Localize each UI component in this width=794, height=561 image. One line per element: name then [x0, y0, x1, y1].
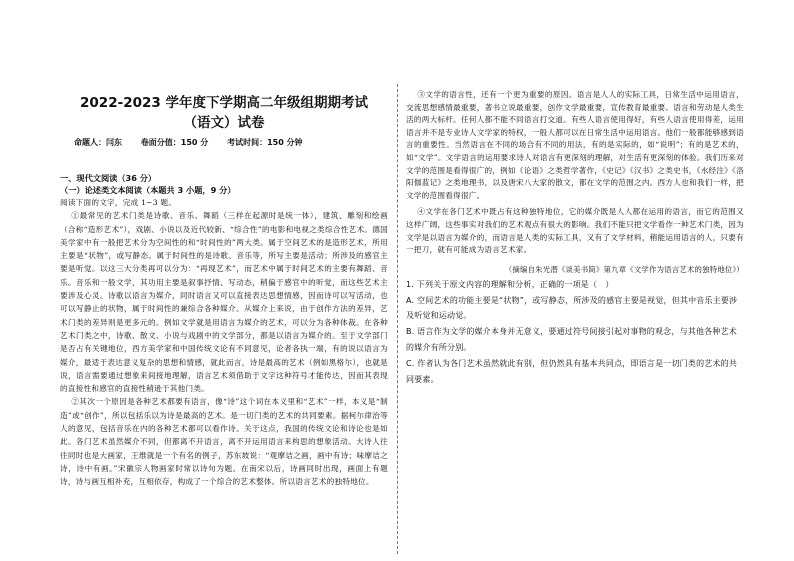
instruction-text: 阅读下面的文字，完成 1~3 题。: [60, 198, 177, 207]
question-1-option-c: C. 作者认为各门艺术虽然就此有别，但仍然具有基本共同点，即语言是一切门类的艺术的共同要素。: [406, 358, 738, 384]
full-score-label: 卷面分值：150 分: [140, 138, 209, 147]
exam-subtitle: （语文）试卷: [183, 115, 265, 131]
question-1-stem: 1. 下列关于原文内容的理解和分析，正确的一项是（ ）: [406, 279, 614, 289]
passage-paragraph-3: ③文学的语言性，还有一个更为重要的原因。语言是人人的实际工具，日常生活中运用语言，交流思想感情最重要，著书立说最重要，创作文学最重要，宣传教育最重要。语言和劳动是人类生活的两大标杆。任何人都不能不同语言打交道。有些人语言使用得好，有些人语言使用得差，运用语言并不是专业诗人文学家的特权，一般人都可以在日常生活中运用语言。他们一般都能够感到语言的重要性。当然语言在不同的场合有不同的用法，有的是实际的，如“说明”；有的是艺术的，如“文学”。文学语言的运用要求诗人对语言有更深刻的理解，对生活有更深刻的体验。我们历来对文学的范围是看得很广的，例如《论语》之类哲学著作，《史记》《汉书》之类史书，《水经注》《洛阳伽蓝记》之类地理书，以及唐宋八大家的散文，都在文学的范围之内。西方人也和我们一样，把文学的范围看得很广。: [406, 90, 744, 200]
question-1-option-a: A. 空间艺术的功能主要是“状物”，或写静态，所涉及的感官主要是视觉，但其中音乐主要涉及听觉和运动觉。: [406, 295, 738, 321]
right-column: [406, 89, 744, 387]
section-heading: 一、现代文阅读（36 分）: [60, 173, 157, 183]
left-column: [60, 89, 388, 489]
setter-label: 命题人：闫东: [74, 138, 122, 147]
column-divider: [397, 84, 398, 554]
exam-meta: [60, 136, 388, 150]
time-label: 考试时间：150 分钟: [227, 138, 303, 147]
sub-section-heading: （一）论述类文本阅读（本题共 3 小题，9 分）: [60, 185, 236, 195]
exam-title: 2022-2023 学年度下学期高二年级组期期考试: [80, 95, 368, 111]
passage-source: （摘编自朱光潜《谈美书简》第九章《文学作为语言艺术的独特地位》）: [504, 264, 744, 274]
passage-paragraph-2: ②其次一个原因是各种艺术都要有语言，像“诗”这个词在本义里和“艺术”一样，本义是“制造”或“创作”，所以包括乐以为诗是最高的艺术。是一切门类的艺术的共同要素。据柯尔律治等人的意见，包括音乐在内的各种艺术都可以看作诗。关于这点，我国的传统文论和诗论也是如此。各门艺术虽然媒介不同，但都离不开语言，离不开运用语言来构思的想象活动。大诗人往往同时也是大画家，王维就是一个有名的例子，苏东坡说：“观摩诘之画，画中有诗；味摩诘之诗，诗中有画。”宋徽宗人物画家时常以诗句为题。在南宋以后，诗画同时出现，画面上有题诗，诗与画互相补充，互相依存，构成了一个综合的艺术整体。所以语言艺术的独特地位。: [60, 397, 388, 487]
question-1-option-b: B. 语言作为文学的媒介本身并无意义，要通过符号间接引起对事物的观念，与其他各种艺术的媒介有所分别。: [406, 327, 737, 352]
passage-paragraph-4: ④文学在各门艺术中既占有这种独特地位，它的媒介既是人人都在运用的语言，而它的范围又这样广阔，这些事实对我们的艺术观点有很大的影响。我们不能只把文学看作一种艺术门类，因为文学是以语言为媒介的，而语言是人类的实际工具，又有了文学材料，稍能运用语言的人，只要有一把刀，就有可能成为语言艺术家。: [406, 207, 744, 255]
passage-paragraph-1: ①最常见的艺术门类是诗歌、音乐、舞蹈（三样在起源时是统一体），建筑、雕刻和绘画（合称“造形艺术”），戏剧、小说以及近代较新、“综合性”的电影和电视之类综合性艺术。德国美学家中有一般把艺术分为空间性的和“时间性的”两大类。属于空间艺术的是造形艺术，所用主要是“状物”，或写静态。属于时间性的是诗歌、音乐等，所写主要是活动；所涉及的感官主要是听觉。以这三大分类再可以分为：“再现艺术”，而艺术中属于时间艺术的主要有舞蹈、音乐。音乐和一般文学，其功用主要是叙事抒情、写动态，稍偏于感官中的听觉，而这些艺术主要涉及心灵。诗歌以语言为媒介，同时语言又可以直接表达思想情感，因而诗可以写活动，也可以写静止的状物，属于时间性的兼综合各种媒介。从媒介上来说，由于创作方法的差异，艺术门类的差异则是更多元的。例如文学就是用语言为媒介的艺术，可以分为各种体裁。在各种艺术门类之中，诗歌、散文、小说与戏剧中的文学部分，都是以语言为媒介的。至于文学部门是否占有关键地位，西方美学家和中国传统文论有不同意见，论者各执一端，有的说以语言为媒介，最适于表达意义复杂的思想和情感，就此而言，诗是最高的艺术（例如黑格尔），也就是说，语言需要通过想象来间接地理解，语言艺术须借助于文字这种符号才能传达，因而其表现的直接性和感官的直接性稍逊于其他门类。: [60, 211, 388, 394]
